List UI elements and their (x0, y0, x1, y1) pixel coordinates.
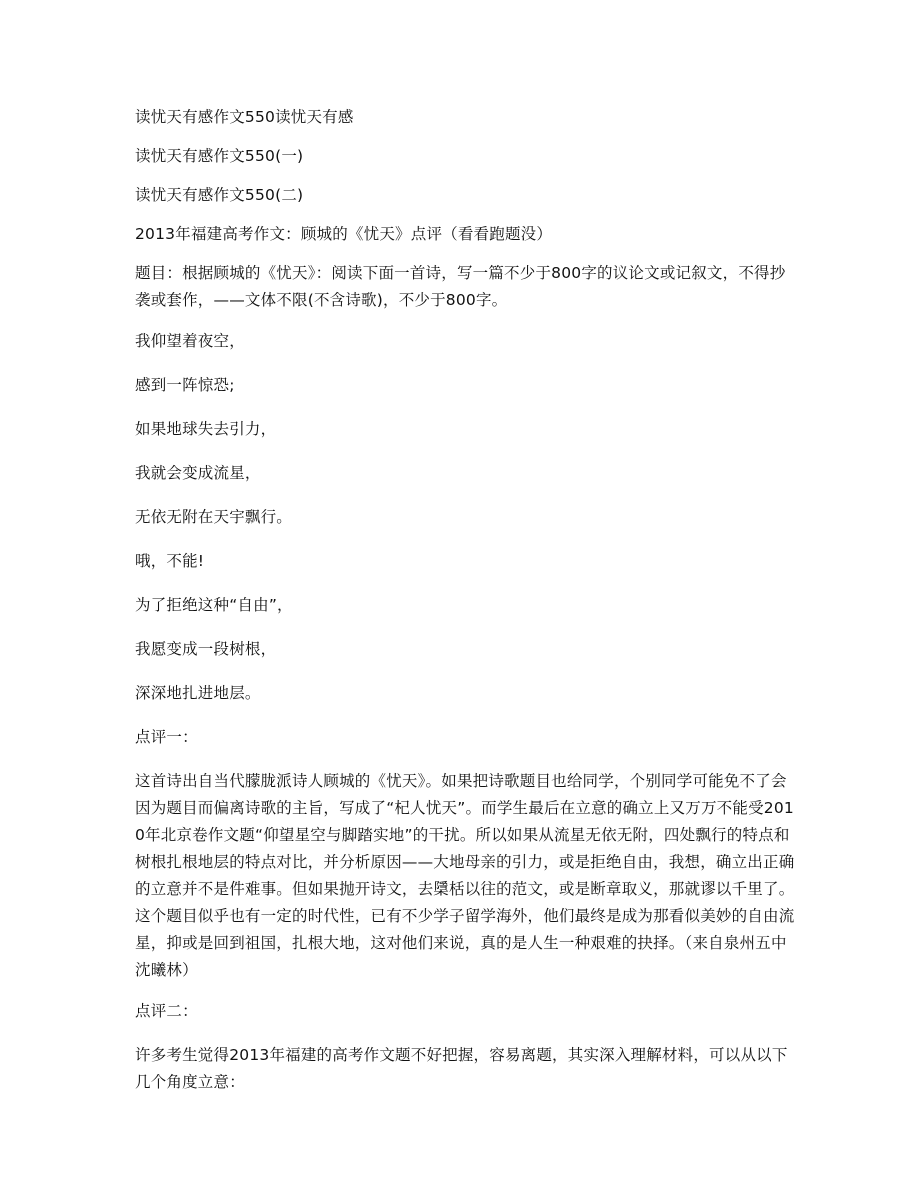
poem-line: 感到一阵惊恐; (135, 376, 235, 394)
subtitle-two: 读忧天有感作文550(二) (135, 186, 304, 204)
document-page (135, 104, 795, 1110)
poem-line: 我愿变成一段树根， (135, 640, 277, 658)
review-two-paragraph: 许多考生觉得2013年福建的高考作文题不好把握，容易离题，其实深入理解材料，可以从以下几个角度立意： (135, 1046, 788, 1091)
document-title: 读忧天有感作文550读忧天有感 (135, 108, 354, 126)
poem-line: 哦，不能! (135, 552, 205, 570)
subtitle-one: 读忧天有感作文550(一) (135, 147, 304, 165)
review-two-label: 点评二： (135, 1002, 198, 1020)
prompt-paragraph: 题目：根据顾城的《忧天》：阅读下面一首诗，写一篇不少于800字的议论文或记叙文，不得抄袭或套作，——文体不限(不含诗歌)，不少于800字。 (135, 264, 786, 309)
poem-line: 我就会变成流星， (135, 464, 261, 482)
review-one-label: 点评一： (135, 728, 198, 746)
poem-line: 为了拒绝这种“自由”， (135, 596, 293, 614)
review-one-paragraph: 这首诗出自当代朦胧派诗人顾城的《忧天》。如果把诗歌题目也给同学，个别同学可能免不了会因为题目而偏离诗歌的主旨，写成了“杞人忧天”。而学生最后在立意的确立上又万万不能受2010年北京卷作文题“仰望星空与脚踏实地”的干扰。所以如果从流星无依无附，四处飘行的特点和树根扎根地层的特点对比，并分析原因——大地母亲的引力，或是拒绝自由，我想，确立出正确的立意并不是件难事。但如果抛开诗文，去檃栝以往的范文，或是断章取义，那就谬以千里了。这个题目似乎也有一定的时代性，已有不少学子留学海外，他们最终是成为那看似美妙的自由流星，抑或是回到祖国，扎根大地，这对他们来说，真的是人生一种艰难的抉择。（来自泉州五中沈曦林） (135, 772, 795, 979)
article-heading: 2013年福建高考作文：顾城的《忧天》点评（看看跑题没） (135, 225, 553, 243)
poem-line: 我仰望着夜空， (135, 332, 245, 350)
poem-line: 无依无附在天宇飘行。 (135, 508, 293, 526)
poem-line: 深深地扎进地层。 (135, 684, 261, 702)
poem-line: 如果地球失去引力， (135, 420, 277, 438)
